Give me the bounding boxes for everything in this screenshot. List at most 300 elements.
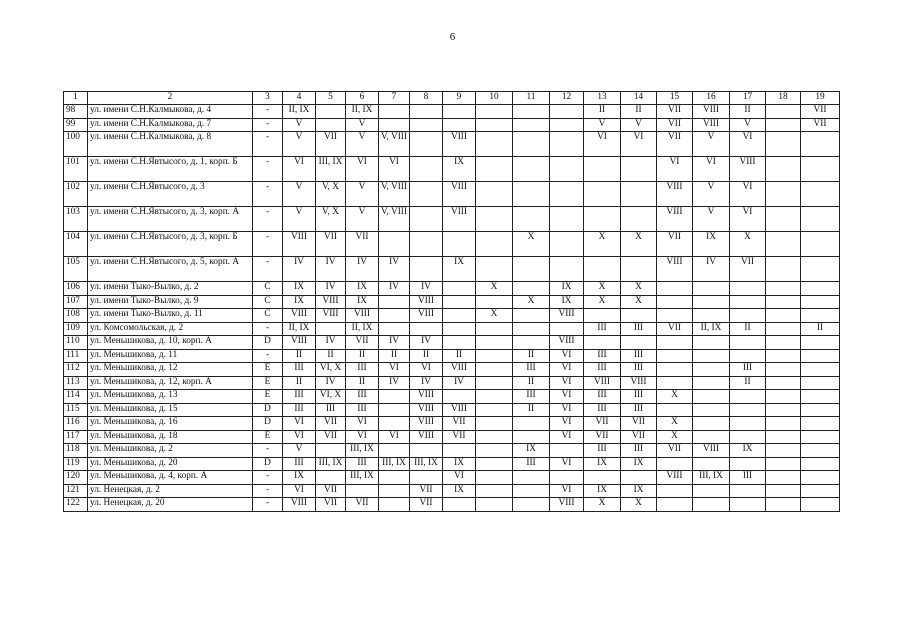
row-number: 114: [64, 390, 88, 404]
table-cell: III: [730, 363, 766, 377]
table-cell: [657, 349, 693, 363]
column-header: 4: [283, 92, 316, 105]
table-cell: [801, 349, 840, 363]
table-cell: [766, 182, 801, 207]
table-cell: [379, 309, 410, 323]
table-cell: X: [621, 295, 657, 309]
table-cell: [550, 257, 584, 282]
table-cell: VIII: [657, 182, 693, 207]
table-cell: [730, 457, 766, 471]
table-cell: D: [253, 336, 283, 350]
table-cell: -: [253, 105, 283, 119]
table-cell: C: [253, 282, 283, 296]
table-cell: V: [584, 118, 621, 132]
table-cell: [766, 257, 801, 282]
table-cell: [801, 363, 840, 377]
table-row: [64, 295, 840, 309]
table-cell: V: [621, 118, 657, 132]
table-cell: [550, 232, 584, 257]
table-cell: III, IX: [316, 157, 346, 182]
table-cell: [801, 444, 840, 458]
table-cell: [693, 295, 730, 309]
table-cell: [476, 295, 513, 309]
table-cell: -: [253, 232, 283, 257]
table-cell: VI: [621, 132, 657, 157]
table-cell: D: [253, 403, 283, 417]
table-cell: [801, 157, 840, 182]
table-cell: VII: [443, 417, 476, 431]
data-table: [63, 91, 840, 512]
row-number: 122: [64, 498, 88, 512]
table-cell: [730, 403, 766, 417]
table-cell: VI: [730, 132, 766, 157]
table-cell: VI: [346, 417, 379, 431]
table-cell: [513, 484, 550, 498]
table-cell: [801, 403, 840, 417]
table-cell: IX: [283, 282, 316, 296]
table-cell: [730, 349, 766, 363]
table-cell: VII: [657, 132, 693, 157]
table-cell: V: [693, 182, 730, 207]
table-cell: [379, 444, 410, 458]
table-cell: [657, 309, 693, 323]
table-cell: [513, 336, 550, 350]
table-cell: III: [621, 322, 657, 336]
table-cell: VI: [550, 417, 584, 431]
table-cell: VIII: [410, 390, 443, 404]
table-cell: [379, 105, 410, 119]
address-cell: ул. имени Тыко-Вылко, д. 2: [88, 282, 253, 296]
table-cell: [379, 322, 410, 336]
table-cell: III, IX: [693, 471, 730, 485]
table-cell: VIII: [283, 309, 316, 323]
table-cell: V: [346, 132, 379, 157]
table-cell: [584, 207, 621, 232]
table-cell: [513, 118, 550, 132]
table-cell: VII: [621, 417, 657, 431]
table-cell: VI: [443, 471, 476, 485]
table-cell: -: [253, 471, 283, 485]
table-cell: [476, 349, 513, 363]
table-cell: III: [513, 363, 550, 377]
table-cell: III: [730, 471, 766, 485]
table-cell: [513, 417, 550, 431]
table-cell: IX: [443, 484, 476, 498]
table-cell: [730, 484, 766, 498]
table-cell: VI: [550, 390, 584, 404]
table-cell: [766, 336, 801, 350]
address-cell: ул. Ненецкая, д. 2: [88, 484, 253, 498]
address-cell: ул. Меньшикова, д. 16: [88, 417, 253, 431]
address-cell: ул. имени С.Н.Явтысого, д. 3, корп. Б: [88, 232, 253, 257]
row-number: 104: [64, 232, 88, 257]
table-cell: IX: [693, 232, 730, 257]
table-cell: [801, 336, 840, 350]
table-cell: [766, 207, 801, 232]
table-cell: VI, X: [316, 363, 346, 377]
table-cell: II: [379, 349, 410, 363]
table-cell: V, VIII: [379, 132, 410, 157]
table-cell: V: [693, 207, 730, 232]
table-cell: [730, 417, 766, 431]
table-cell: VI: [550, 457, 584, 471]
row-number: 118: [64, 444, 88, 458]
table-cell: X: [621, 282, 657, 296]
address-cell: ул. Ненецкая, д. 20: [88, 498, 253, 512]
table-cell: [550, 105, 584, 119]
row-number: 99: [64, 118, 88, 132]
table-cell: VIII: [316, 309, 346, 323]
table-cell: VIII: [550, 336, 584, 350]
table-cell: VI: [550, 484, 584, 498]
table-cell: [550, 207, 584, 232]
address-cell: ул. имени С.Н.Калмыкова, д. 4: [88, 105, 253, 119]
table-cell: II: [410, 349, 443, 363]
address-cell: ул. Меньшикова, д. 12: [88, 363, 253, 377]
table-cell: [801, 309, 840, 323]
table-cell: X: [657, 390, 693, 404]
address-cell: ул. имени С.Н.Калмыкова, д. 7: [88, 118, 253, 132]
table-cell: X: [584, 232, 621, 257]
table-cell: [379, 484, 410, 498]
table-cell: [801, 457, 840, 471]
table-cell: -: [253, 444, 283, 458]
table-cell: [766, 349, 801, 363]
table-cell: [801, 471, 840, 485]
table-cell: [766, 132, 801, 157]
table-cell: X: [657, 417, 693, 431]
table-cell: VI: [657, 157, 693, 182]
table-cell: [693, 498, 730, 512]
table-cell: VIII: [730, 157, 766, 182]
table-cell: III: [621, 390, 657, 404]
table-cell: X: [476, 309, 513, 323]
row-number: 103: [64, 207, 88, 232]
table-cell: III: [283, 390, 316, 404]
table-cell: II: [443, 349, 476, 363]
table-cell: III: [283, 363, 316, 377]
table-cell: VIII: [410, 403, 443, 417]
table-cell: [476, 417, 513, 431]
table-cell: [379, 295, 410, 309]
table-cell: VIII: [283, 232, 316, 257]
row-number: 115: [64, 403, 88, 417]
table-cell: [766, 282, 801, 296]
table-cell: III: [584, 322, 621, 336]
table-cell: [621, 182, 657, 207]
table-cell: [476, 403, 513, 417]
table-cell: [693, 376, 730, 390]
table-row: [64, 207, 840, 232]
table-cell: [550, 444, 584, 458]
table-cell: IV: [316, 257, 346, 282]
table-cell: VII: [316, 484, 346, 498]
table-cell: VII: [316, 132, 346, 157]
table-cell: [693, 417, 730, 431]
table-cell: [379, 498, 410, 512]
table-cell: IX: [283, 471, 316, 485]
table-cell: IX: [621, 484, 657, 498]
table-cell: [379, 403, 410, 417]
table-cell: VIII: [657, 471, 693, 485]
table-cell: VII: [410, 498, 443, 512]
table-cell: VI: [346, 157, 379, 182]
table-cell: II: [801, 322, 840, 336]
table-cell: -: [253, 484, 283, 498]
table-cell: [693, 349, 730, 363]
table-cell: E: [253, 376, 283, 390]
table-cell: -: [253, 157, 283, 182]
table-cell: [766, 105, 801, 119]
table-cell: VII: [316, 430, 346, 444]
table-cell: II: [513, 376, 550, 390]
table-cell: V: [283, 207, 316, 232]
page-number: 6: [449, 31, 456, 43]
table-cell: [621, 157, 657, 182]
table-row: [64, 457, 840, 471]
address-cell: ул. имени С.Н.Явтысого, д. 3: [88, 182, 253, 207]
column-header: 15: [657, 92, 693, 105]
table-cell: [513, 471, 550, 485]
table-cell: [801, 390, 840, 404]
table-cell: IX: [730, 444, 766, 458]
table-cell: [730, 295, 766, 309]
table-cell: [443, 118, 476, 132]
table-cell: III, IX: [346, 444, 379, 458]
row-number: 109: [64, 322, 88, 336]
table-cell: VI, X: [316, 390, 346, 404]
table-cell: [766, 444, 801, 458]
table-cell: [801, 430, 840, 444]
address-cell: ул. Комсомольская, д. 2: [88, 322, 253, 336]
address-cell: ул. Меньшикова, д. 18: [88, 430, 253, 444]
table-cell: II: [283, 349, 316, 363]
table-cell: V: [283, 132, 316, 157]
table-cell: [801, 257, 840, 282]
address-cell: ул. имени Тыко-Вылко, д. 9: [88, 295, 253, 309]
table-cell: [443, 336, 476, 350]
table-cell: [801, 132, 840, 157]
table-cell: VI: [550, 363, 584, 377]
row-number: 117: [64, 430, 88, 444]
table-cell: VII: [801, 105, 840, 119]
table-cell: [766, 309, 801, 323]
table-cell: VII: [657, 232, 693, 257]
table-cell: [410, 132, 443, 157]
table-cell: VII: [621, 430, 657, 444]
table-cell: II, IX: [346, 322, 379, 336]
table-cell: III: [283, 403, 316, 417]
table-cell: [693, 457, 730, 471]
table-cell: IV: [283, 257, 316, 282]
table-cell: [657, 295, 693, 309]
table-cell: III: [584, 363, 621, 377]
table-cell: VI: [550, 403, 584, 417]
table-cell: III: [621, 349, 657, 363]
table-row: [64, 430, 840, 444]
address-cell: ул. имени С.Н.Явтысого, д. 5, корп. А: [88, 257, 253, 282]
table-cell: -: [253, 498, 283, 512]
table-cell: [476, 207, 513, 232]
table-cell: VII: [657, 105, 693, 119]
table-cell: VI: [379, 430, 410, 444]
table-cell: III: [584, 444, 621, 458]
table-cell: [801, 232, 840, 257]
table-cell: IX: [443, 457, 476, 471]
table-cell: [443, 309, 476, 323]
table-cell: [801, 417, 840, 431]
table-row: [64, 417, 840, 431]
table-cell: VII: [730, 257, 766, 282]
table-cell: [443, 322, 476, 336]
table-cell: [513, 322, 550, 336]
table-cell: [550, 471, 584, 485]
column-header: 19: [801, 92, 840, 105]
column-header: 12: [550, 92, 584, 105]
column-header: 10: [476, 92, 513, 105]
table-cell: VII: [657, 322, 693, 336]
table-cell: III: [316, 403, 346, 417]
table-cell: II: [513, 349, 550, 363]
table-cell: VIII: [584, 376, 621, 390]
table-cell: [550, 132, 584, 157]
table-cell: X: [657, 430, 693, 444]
table-cell: [693, 363, 730, 377]
table-cell: [316, 118, 346, 132]
table-cell: V, VIII: [379, 182, 410, 207]
table-row: [64, 282, 840, 296]
table-cell: -: [253, 132, 283, 157]
table-cell: VI: [550, 349, 584, 363]
table-cell: [766, 457, 801, 471]
table-cell: [476, 336, 513, 350]
table-cell: [476, 471, 513, 485]
table-cell: [443, 295, 476, 309]
table-cell: [476, 457, 513, 471]
table-cell: III: [346, 390, 379, 404]
table-cell: [443, 444, 476, 458]
table-row: [64, 309, 840, 323]
column-header: 2: [88, 92, 253, 105]
table-cell: III: [584, 349, 621, 363]
table-cell: [801, 182, 840, 207]
table-cell: IV: [443, 376, 476, 390]
table-cell: [693, 282, 730, 296]
table-cell: VI: [584, 132, 621, 157]
table-cell: X: [584, 295, 621, 309]
table-row: [64, 132, 840, 157]
table-cell: [801, 282, 840, 296]
table-cell: C: [253, 295, 283, 309]
table-cell: VI: [550, 376, 584, 390]
table-cell: VI: [379, 363, 410, 377]
table-cell: [316, 471, 346, 485]
table-cell: [550, 118, 584, 132]
table-cell: VIII: [283, 498, 316, 512]
row-number: 100: [64, 132, 88, 157]
table-cell: [476, 118, 513, 132]
table-cell: V: [346, 207, 379, 232]
table-cell: [513, 282, 550, 296]
table-cell: [584, 471, 621, 485]
table-cell: V: [346, 182, 379, 207]
table-cell: [476, 105, 513, 119]
table-cell: [730, 309, 766, 323]
table-cell: [621, 471, 657, 485]
table-cell: VIII: [443, 132, 476, 157]
table-cell: [657, 376, 693, 390]
table-cell: [476, 363, 513, 377]
table-cell: [379, 232, 410, 257]
table-cell: IV: [379, 282, 410, 296]
row-number: 113: [64, 376, 88, 390]
table-cell: VII: [410, 484, 443, 498]
table-cell: VII: [346, 336, 379, 350]
table-cell: VI: [730, 182, 766, 207]
table-cell: [513, 132, 550, 157]
table-cell: VII: [346, 232, 379, 257]
table-cell: VII: [657, 118, 693, 132]
table-cell: [476, 430, 513, 444]
row-number: 112: [64, 363, 88, 377]
table-cell: VIII: [693, 444, 730, 458]
table-cell: III: [283, 457, 316, 471]
table-cell: VIII: [443, 207, 476, 232]
table-cell: VIII: [316, 295, 346, 309]
table-row: [64, 390, 840, 404]
address-cell: ул. Меньшикова, д. 13: [88, 390, 253, 404]
table-cell: IV: [346, 257, 379, 282]
table-cell: [657, 363, 693, 377]
table-cell: -: [253, 322, 283, 336]
table-cell: VIII: [550, 498, 584, 512]
table-cell: III: [513, 457, 550, 471]
table-row: [64, 322, 840, 336]
table-cell: -: [253, 207, 283, 232]
table-cell: [693, 484, 730, 498]
table-cell: V: [283, 444, 316, 458]
table-cell: III: [346, 363, 379, 377]
table-cell: VI: [693, 157, 730, 182]
table-cell: IX: [443, 157, 476, 182]
table-cell: IX: [584, 457, 621, 471]
table-cell: X: [621, 232, 657, 257]
table-cell: [513, 157, 550, 182]
table-cell: II: [513, 403, 550, 417]
table-cell: III, IX: [410, 457, 443, 471]
table-cell: [621, 336, 657, 350]
table-cell: [346, 484, 379, 498]
table-cell: II, IX: [283, 322, 316, 336]
table-cell: V: [693, 132, 730, 157]
table-row: [64, 105, 840, 119]
table-cell: [730, 282, 766, 296]
table-cell: IX: [584, 484, 621, 498]
table-cell: [410, 182, 443, 207]
table-cell: VIII: [410, 430, 443, 444]
table-cell: VIII: [346, 309, 379, 323]
table-cell: II: [346, 376, 379, 390]
table-cell: [657, 336, 693, 350]
table-cell: [693, 403, 730, 417]
table-cell: V: [346, 118, 379, 132]
table-cell: IX: [550, 295, 584, 309]
table-cell: D: [253, 457, 283, 471]
address-cell: ул. Меньшикова, д. 11: [88, 349, 253, 363]
column-header: 8: [410, 92, 443, 105]
table-cell: -: [253, 182, 283, 207]
table-cell: VII: [657, 444, 693, 458]
